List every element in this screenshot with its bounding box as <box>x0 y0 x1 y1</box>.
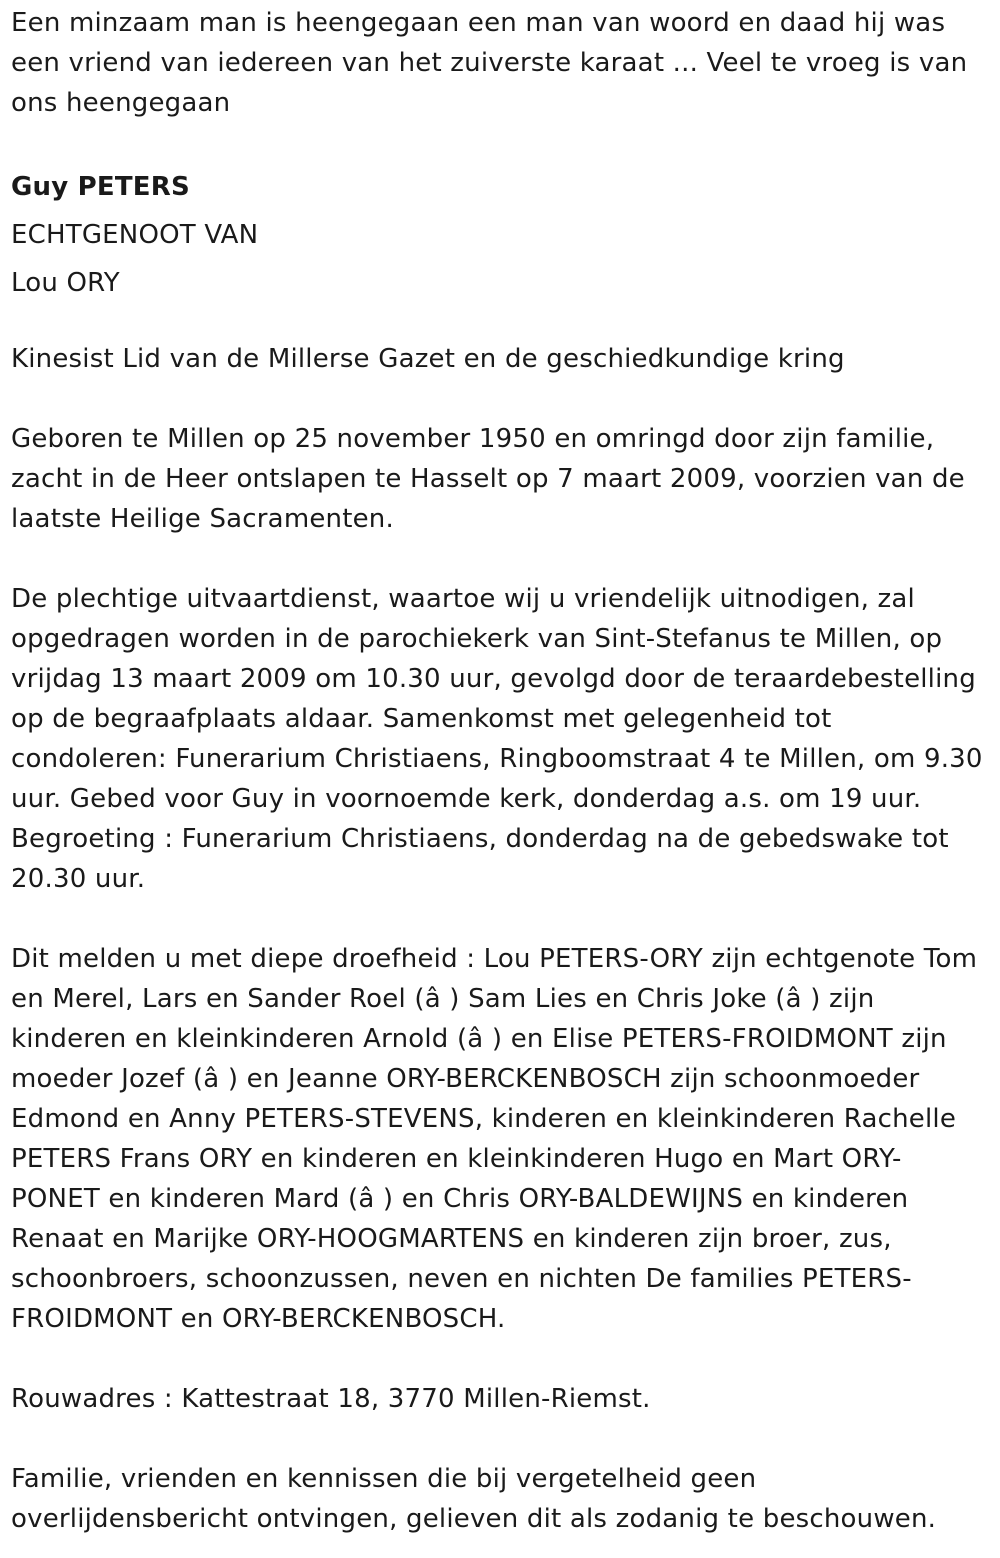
intro-paragraph: Een minzaam man is heengegaan een man van woord en daad hij was een vriend van iedereen van het zuiverste karaat ... Veel te vroeg is van ons heengegaan <box>11 8 968 118</box>
biography-paragraph: Kinesist Lid van de Millerse Gazet en de geschiedkundige kring <box>11 344 845 374</box>
birth-death-paragraph: Geboren te Millen op 25 november 1950 en omringd door zijn familie, zacht in de Heer ontslapen te Hasselt op 7 maart 2009, voorzien van de laatste Heilige Sacramenten. <box>11 424 965 534</box>
address-paragraph: Rouwadres : Kattestraat 18, 3770 Millen-Riemst. <box>11 1384 651 1414</box>
announcement-paragraph: Dit melden u met diepe droefheid : Lou PETERS-ORY zijn echtgenote Tom en Merel, Lars en Sander Roel (â ) Sam Lies en Chris Joke (â ) zijn kinderen en kleinkinderen Arnold (â ) en Elise PETERS-FROIDMONT zijn moeder Jozef (â ) en Jeanne ORY-BERCKENBOSCH zijn schoonmoeder Edmond en Anny PETERS-STEVENS, kinderen en kleinkinderen Rachelle PETERS Frans ORY en kinderen en kleinkinderen Hugo en Mart ORY-PONET en kinderen Mard (â ) en Chris ORY-BALDEWIJNS en kinderen Renaat en Marijke ORY-HOOGMARTENS en kinderen zijn broer, zus, schoonbroers, schoonzussen, neven en nichten De families PETERS-FROIDMONT en ORY-BERCKENBOSCH. <box>11 944 978 1334</box>
relation-label: ECHTGENOOT VAN <box>11 220 259 250</box>
funeral-details-paragraph: De plechtige uitvaartdienst, waartoe wij u vriendelijk uitnodigen, zal opgedragen worden in de parochiekerk van Sint-Stefanus te Millen, op vrijdag 13 maart 2009 om 10.30 uur, gevolgd door de teraardebestelling op de begraafplaats aldaar. Samenkomst met gelegenheid tot condoleren: Funerarium Christiaens, Ringboomstraat 4 te Millen, om 9.30 uur. Gebed voor Guy in voornoemde kerk, donderdag a.s. om 19 uur. Begroeting : Funerarium Christiaens, donderdag na de gebedswake tot 20.30 uur. <box>11 584 983 894</box>
deceased-name: Guy PETERS <box>11 172 190 202</box>
spouse-name: Lou ORY <box>11 268 120 298</box>
closing-paragraph: Familie, vrienden en kennissen die bij vergetelheid geen overlijdensbericht ontvingen, gelieven dit als zodanig te beschouwen. <box>11 1464 937 1534</box>
